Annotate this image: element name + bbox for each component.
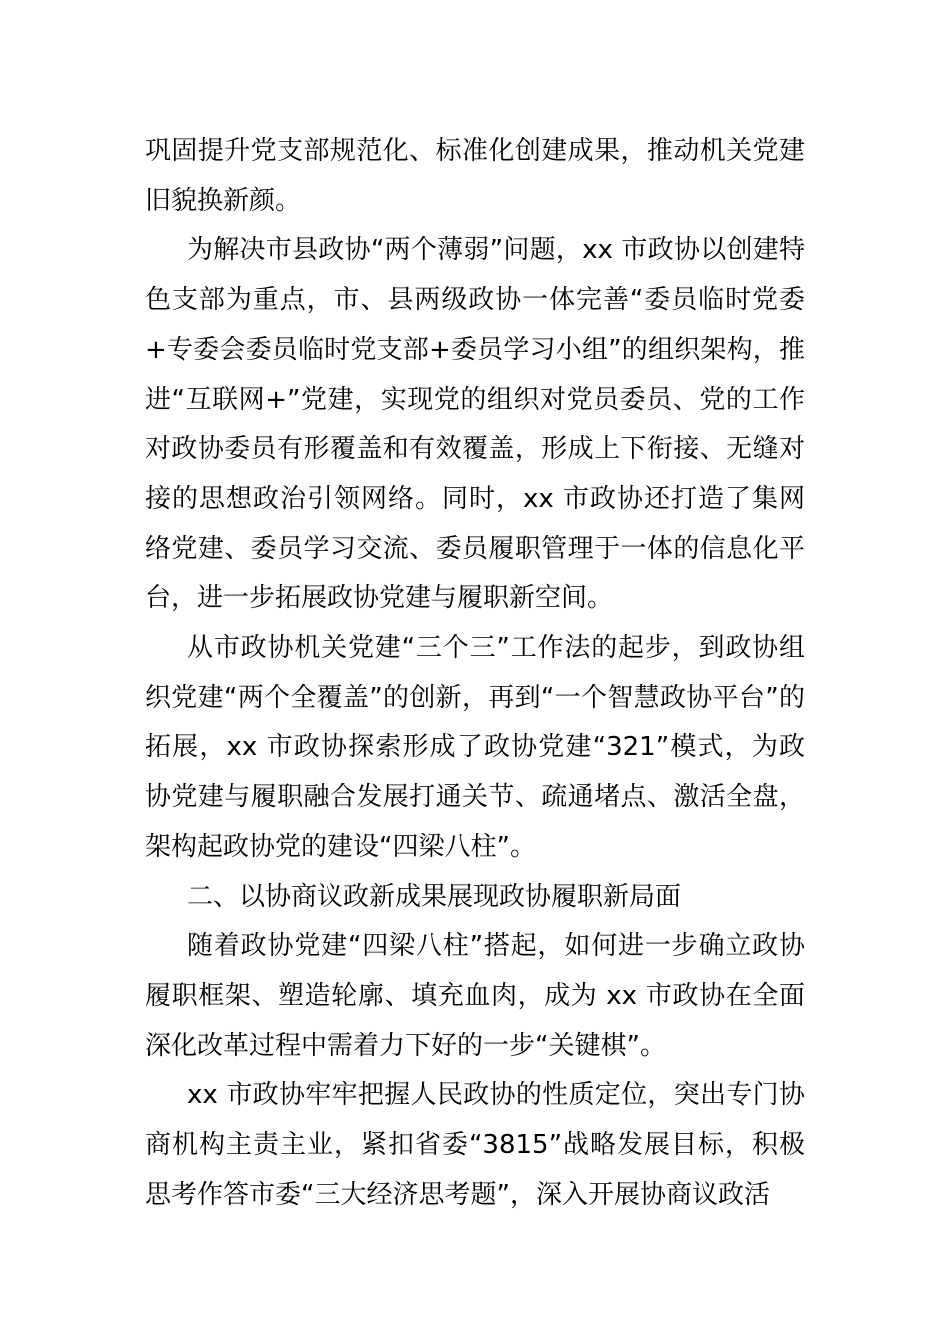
paragraph-4: 随着政协党建“四梁八柱”搭起，如何进一步确立政协履职框架、塑造轮廓、填充血肉，成为 xx 市政协在全面深化改革过程中需着力下好的一步“关键棋”。 (145, 931, 805, 1061)
paragraph-2: 为解决市县政协“两个薄弱”问题，xx 市政协以创建特色支部为重点，市、县两级政协一体完善“委员临时党委+专委会委员临时党支部+委员学习小组”的组织架构，推进“互联网+”党建，实现党的组织对党员委员、党的工作对政协委员有形覆盖和有效覆盖，形成上下衔接、无缝对接的思想政治引领网络。同时，xx 市政协还打造了集网络党建、委员学习交流、委员履职管理于一体的信息化平台，进一步拓展政协党建与履职新空间。 (145, 235, 805, 614)
section-heading: 二、以协商议政新成果展现政协履职新局面 (187, 881, 682, 912)
paragraph-1: 巩固提升党支部规范化、标准化创建成果，推动机关党建旧貌换新颜。 (145, 136, 805, 216)
paragraph-5: xx 市政协牢牢把握人民政协的性质定位，突出专门协商机构主责主业，紧扣省委“3815”战略发展目标，积极思考作答市委“三大经济思考题”，深入开展协商议政活 (145, 1080, 805, 1210)
document-body (145, 127, 805, 1220)
paragraph-3: 从市政协机关党建“三个三”工作法的起步，到政协组织党建“两个全覆盖”的创新，再到“一个智慧政协平台”的拓展，xx 市政协探索形成了政协党建“321”模式，为政协党建与履职融合发展打通关节、疏通堵点、激活全盘，架构起政协党的建设“四梁八柱”。 (145, 633, 805, 862)
